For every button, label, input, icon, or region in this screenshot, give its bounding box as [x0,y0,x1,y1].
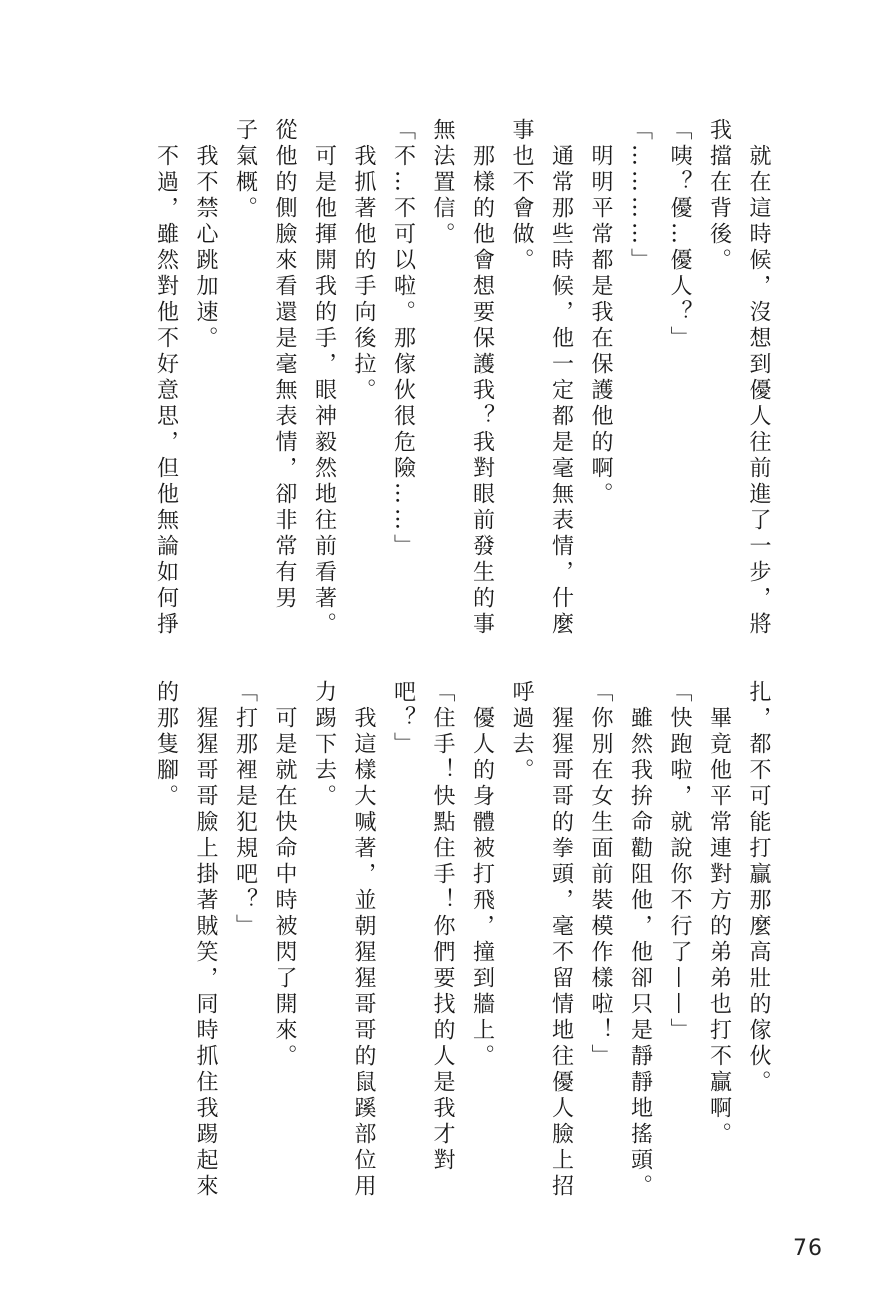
text-column: 我抓著他的手向後拉。 [351,118,376,404]
text-column: 「快跑啦，就說你不行了——」 [667,680,692,1044]
text-column: 「你別在女生面前裝模作樣啦！」 [588,680,613,1070]
text-column: 「不…不可以啦。那傢伙很危險……」 [390,118,416,560]
text-column: 無法置信。 [430,118,455,248]
text-column: 「咦？優…優人？」 [667,118,692,352]
text-column: 不過，雖然對他不好意思，但他無論如何掙 [153,118,179,638]
text-column: 畢竟他平常連對方的弟弟也打不贏啊。 [706,680,732,1148]
text-column: 從他的側臉來看還是毫無表情，卻非常有男 [272,118,297,612]
text-column: 力踢下去。 [311,680,337,810]
page-number: 76 [793,1236,823,1261]
text-column: 猩猩哥哥的拳頭，毫不留情地往優人臉上招 [548,680,574,1200]
text-column: 的那隻腳。 [153,680,179,810]
text-column: 「打那裡是犯規吧？」 [232,680,258,940]
top-text-block [146,118,778,638]
text-column: 可是就在快命中時被閃了開來。 [272,680,297,1070]
text-column: 扎，都不可能打贏那麼高壯的傢伙。 [746,680,771,1096]
text-column: 事也不會做。 [509,118,534,274]
text-column: 就在這時候，沒想到優人往前進了一步，將 [746,118,771,638]
text-column: 通常那些時候，他一定都是毫無表情，什麼 [548,118,574,638]
bottom-text-block [146,680,778,1200]
text-column: 優人的身體被打飛，撞到牆上。 [469,680,495,1070]
text-column: 我擋在背後。 [706,118,732,274]
text-column: 那樣的他會想要保護我？我對眼前發生的事 [469,118,495,638]
text-column: 吧？」 [390,680,416,758]
text-column: 呼過去。 [509,680,534,784]
text-column: 「…………」 [627,118,653,274]
text-column: 雖然我拚命勸阻他，他卻只是靜靜地搖頭。 [627,680,653,1200]
text-column: 「住手！快點住手！你們要找的人是我才對 [430,680,455,1174]
text-column: 明明平常都是我在保護他的啊。 [588,118,613,508]
text-column: 子氣概。 [232,118,258,222]
text-column: 我不禁心跳加速。 [193,118,218,352]
text-column: 可是他揮開我的手，眼神毅然地往前看著。 [311,118,337,638]
text-column: 我這樣大喊著，並朝猩猩哥哥的鼠蹊部位用 [351,680,376,1200]
text-column: 猩猩哥哥臉上掛著賊笑，同時抓住我踢起來 [193,680,218,1200]
